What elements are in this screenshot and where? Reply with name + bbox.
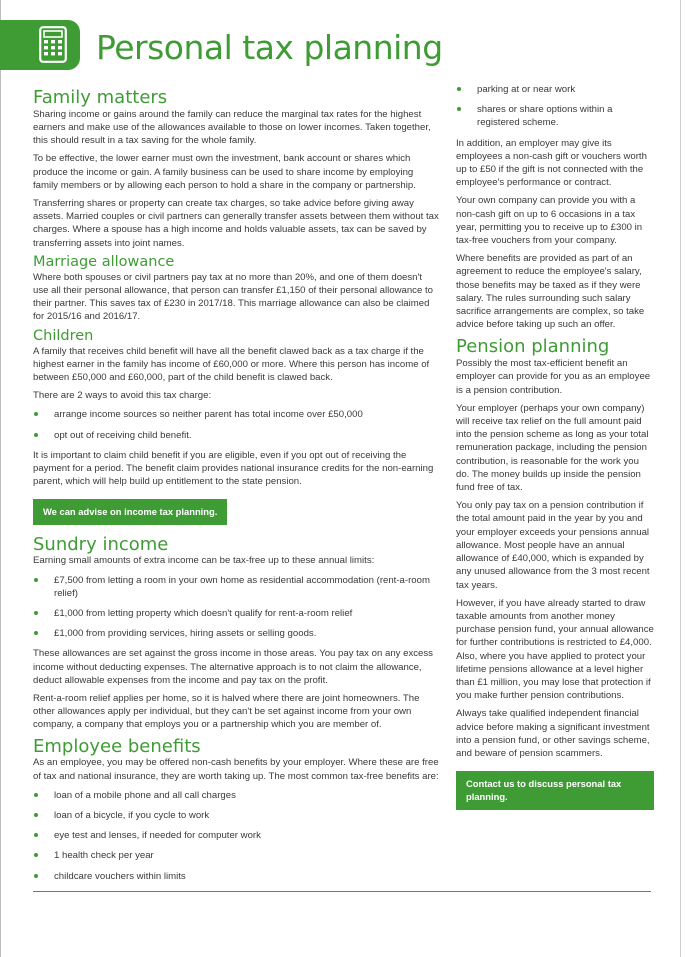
children-paragraph-2: There are 2 ways to avoid this tax charge: [33,390,212,402]
list-item: shares or share options within a registered scheme. [456,103,654,129]
bullet-icon [34,433,38,437]
list-item: childcare vouchers within limits [33,870,439,883]
family-paragraph-3: Transferring shares or property can create tax charges, so take advice before giving away assets. Married couples or civil partners can generally transfer assets between them without tax charges. Where a spouse has a high income and holds valuable assets, tax can be saved by transferring assets into joint names. [33,198,439,249]
marriage-allowance-heading: Marriage allowance [33,253,175,270]
salary-sacrifice-paragraph: Where benefits are provided as part of an agreement to reduce the employee's salary, those benefits may be taxed as if they were salary. The rules surrounding such salary sacrifice arrangements are complex, so take advice before taking up such an offer. [456,253,645,331]
company-gift-paragraph: Your own company can provide you with a non-cash gift on up to 6 occasions in a tax year, permitting you to receive up to £300 in tax-free vouchers from your company. [456,195,643,247]
contact-us-callout: Contact us to discuss personal tax planning. [456,771,654,809]
children-heading: Children [33,327,94,344]
bullet-icon [34,611,38,615]
bullet-icon [457,107,461,111]
pension-paragraph-2: Your employer (perhaps your own company) will receive tax relief on the full amount paid into the pension scheme as long as your total remuneration package, including the pension contribution, is reasonable for the work you do. The money builds up inside the pension fund free of tax. [456,402,649,494]
list-item: opt out of receiving child benefit. [33,429,439,442]
benefits-bullet-list-continued [456,83,654,130]
employee-paragraph-1: As an employee, you may be offered non-cash benefits by your employer. Where these are free of tax and national insurance, they are worth taking up. The most common tax-free benefits are: [33,757,439,782]
footer-divider [33,891,651,892]
list-item: loan of a mobile phone and all call charges [33,789,439,802]
list-item: 1 health check per year [33,849,439,862]
page-edge-left [0,0,1,957]
children-bullet-list [33,408,439,441]
sundry-paragraph-2: These allowances are set against the gross income in those areas. You pay tax on any excess income without deducting expenses. The alternative approach is to not claim the allowance, deduct allowable expenses from the income and pay tax on the profit. [33,648,433,686]
list-item: £1,000 from letting property which doesn't qualify for rent-a-room relief [33,607,439,620]
pension-paragraph-5: Always take qualified independent financial advice before making a significant investment into a pension fund, or other savings scheme, and beware of pension scammers. [456,708,650,759]
family-paragraph-2: To be effective, the lower earner must own the investment, bank account or shares which produce the income or gain. A family business can be used to share income by employing family members or by allowing each person to hold a share in the company or partnership. [33,153,416,191]
family-paragraph-1: Sharing income or gains around the family can reduce the marginal tax rates for the highest earners and make use of the allowances available to those on lower incomes. Taken together, this should result in a tax saving for the whole family. [33,108,431,147]
pension-planning-heading: Pension planning [456,336,610,358]
pension-paragraph-4: However, if you have already started to draw taxable amounts from another money purchase pension fund, your annual allowance for further contributions is restricted to £4,000. Also, where you have applied to protect your lifetime pensions allowance at a level higher than £1 million, you may lose that protection if you make further pension contributions. [456,597,654,702]
list-item: parking at or near work [456,83,654,96]
children-paragraph-3: It is important to claim child benefit if you are eligible, even if you opt out of receiving the payment for a period. The benefit claim provides national insurance credits for the non-earning parent, which will help build up entitlement to the state pension. [33,449,434,488]
pension-paragraph-1: Possibly the most tax-efficient benefit an employer can provide for you as an employee is a pension contribution. [456,358,651,396]
pension-paragraph-3: You only pay tax on a pension contribution if the total amount paid in the year by you and your employer exceeds your pensions annual allowance. Most people have an annual allowance of £40,000, which is expanded by any unused allowance from the 3 most recent tax years. [456,500,650,591]
left-column [33,86,439,890]
header-tab [0,20,80,70]
page-title: Personal tax planning [96,28,443,67]
bullet-icon [34,412,38,416]
sundry-paragraph-1: Earning small amounts of extra income can be tax-free up to these annual limits: [33,555,375,567]
bullet-icon [34,874,38,878]
bullet-icon [34,813,38,817]
employee-bullet-list [33,789,439,883]
family-matters-heading: Family matters [33,87,168,108]
list-item: loan of a bicycle, if you cycle to work [33,809,439,822]
list-item: arrange income sources so neither parent has total income over £50,000 [33,408,439,421]
employee-benefits-heading: Employee benefits [33,735,201,757]
bullet-icon [457,87,461,91]
right-column [456,83,654,818]
sundry-bullet-list [33,574,439,641]
income-tax-advice-callout: We can advise on income tax planning. [33,499,227,524]
sundry-paragraph-3: Rent-a-room relief applies per home, so it is halved where there are joint homeowners. The other allowances apply per individual, but they can't be set against income from your own company, a company that employs you or a partnership which you are member of. [33,692,420,731]
children-paragraph-1: A family that receives child benefit will have all the benefit clawed back as a tax charge if the highest earner in the family has income of £60,000 or more. Where this person has income of between £50,000 and £60,000, part of the child benefit is clawed back. [33,345,430,383]
bullet-icon [34,833,38,837]
calculator-icon [39,26,67,63]
bullet-icon [34,853,38,857]
gift-paragraph: In addition, an employer may give its employees a non-cash gift or vouchers worth up to £50 if the gift is not connected with the employee's performance or contract. [456,137,647,189]
page-edge-right [680,0,681,957]
list-item: £7,500 from letting a room in your own home as residential accommodation (rent-a-room relief) [33,574,439,600]
marriage-paragraph-1: Where both spouses or civil partners pay tax at no more than 20%, and one of them doesn't use all their personal allowance, that person can transfer £1,150 of their personal allowance to their partner. This saves tax of £230 in 2017/18. This marriage allowance can also be claimed for 2015/16 and 2016/17. [33,271,433,323]
list-item: £1,000 from providing services, hiring assets or selling goods. [33,627,439,640]
list-item: eye test and lenses, if needed for computer work [33,829,439,842]
bullet-icon [34,793,38,797]
bullet-icon [34,578,38,582]
sundry-income-heading: Sundry income [33,533,169,555]
bullet-icon [34,631,38,635]
page-header [0,20,685,82]
